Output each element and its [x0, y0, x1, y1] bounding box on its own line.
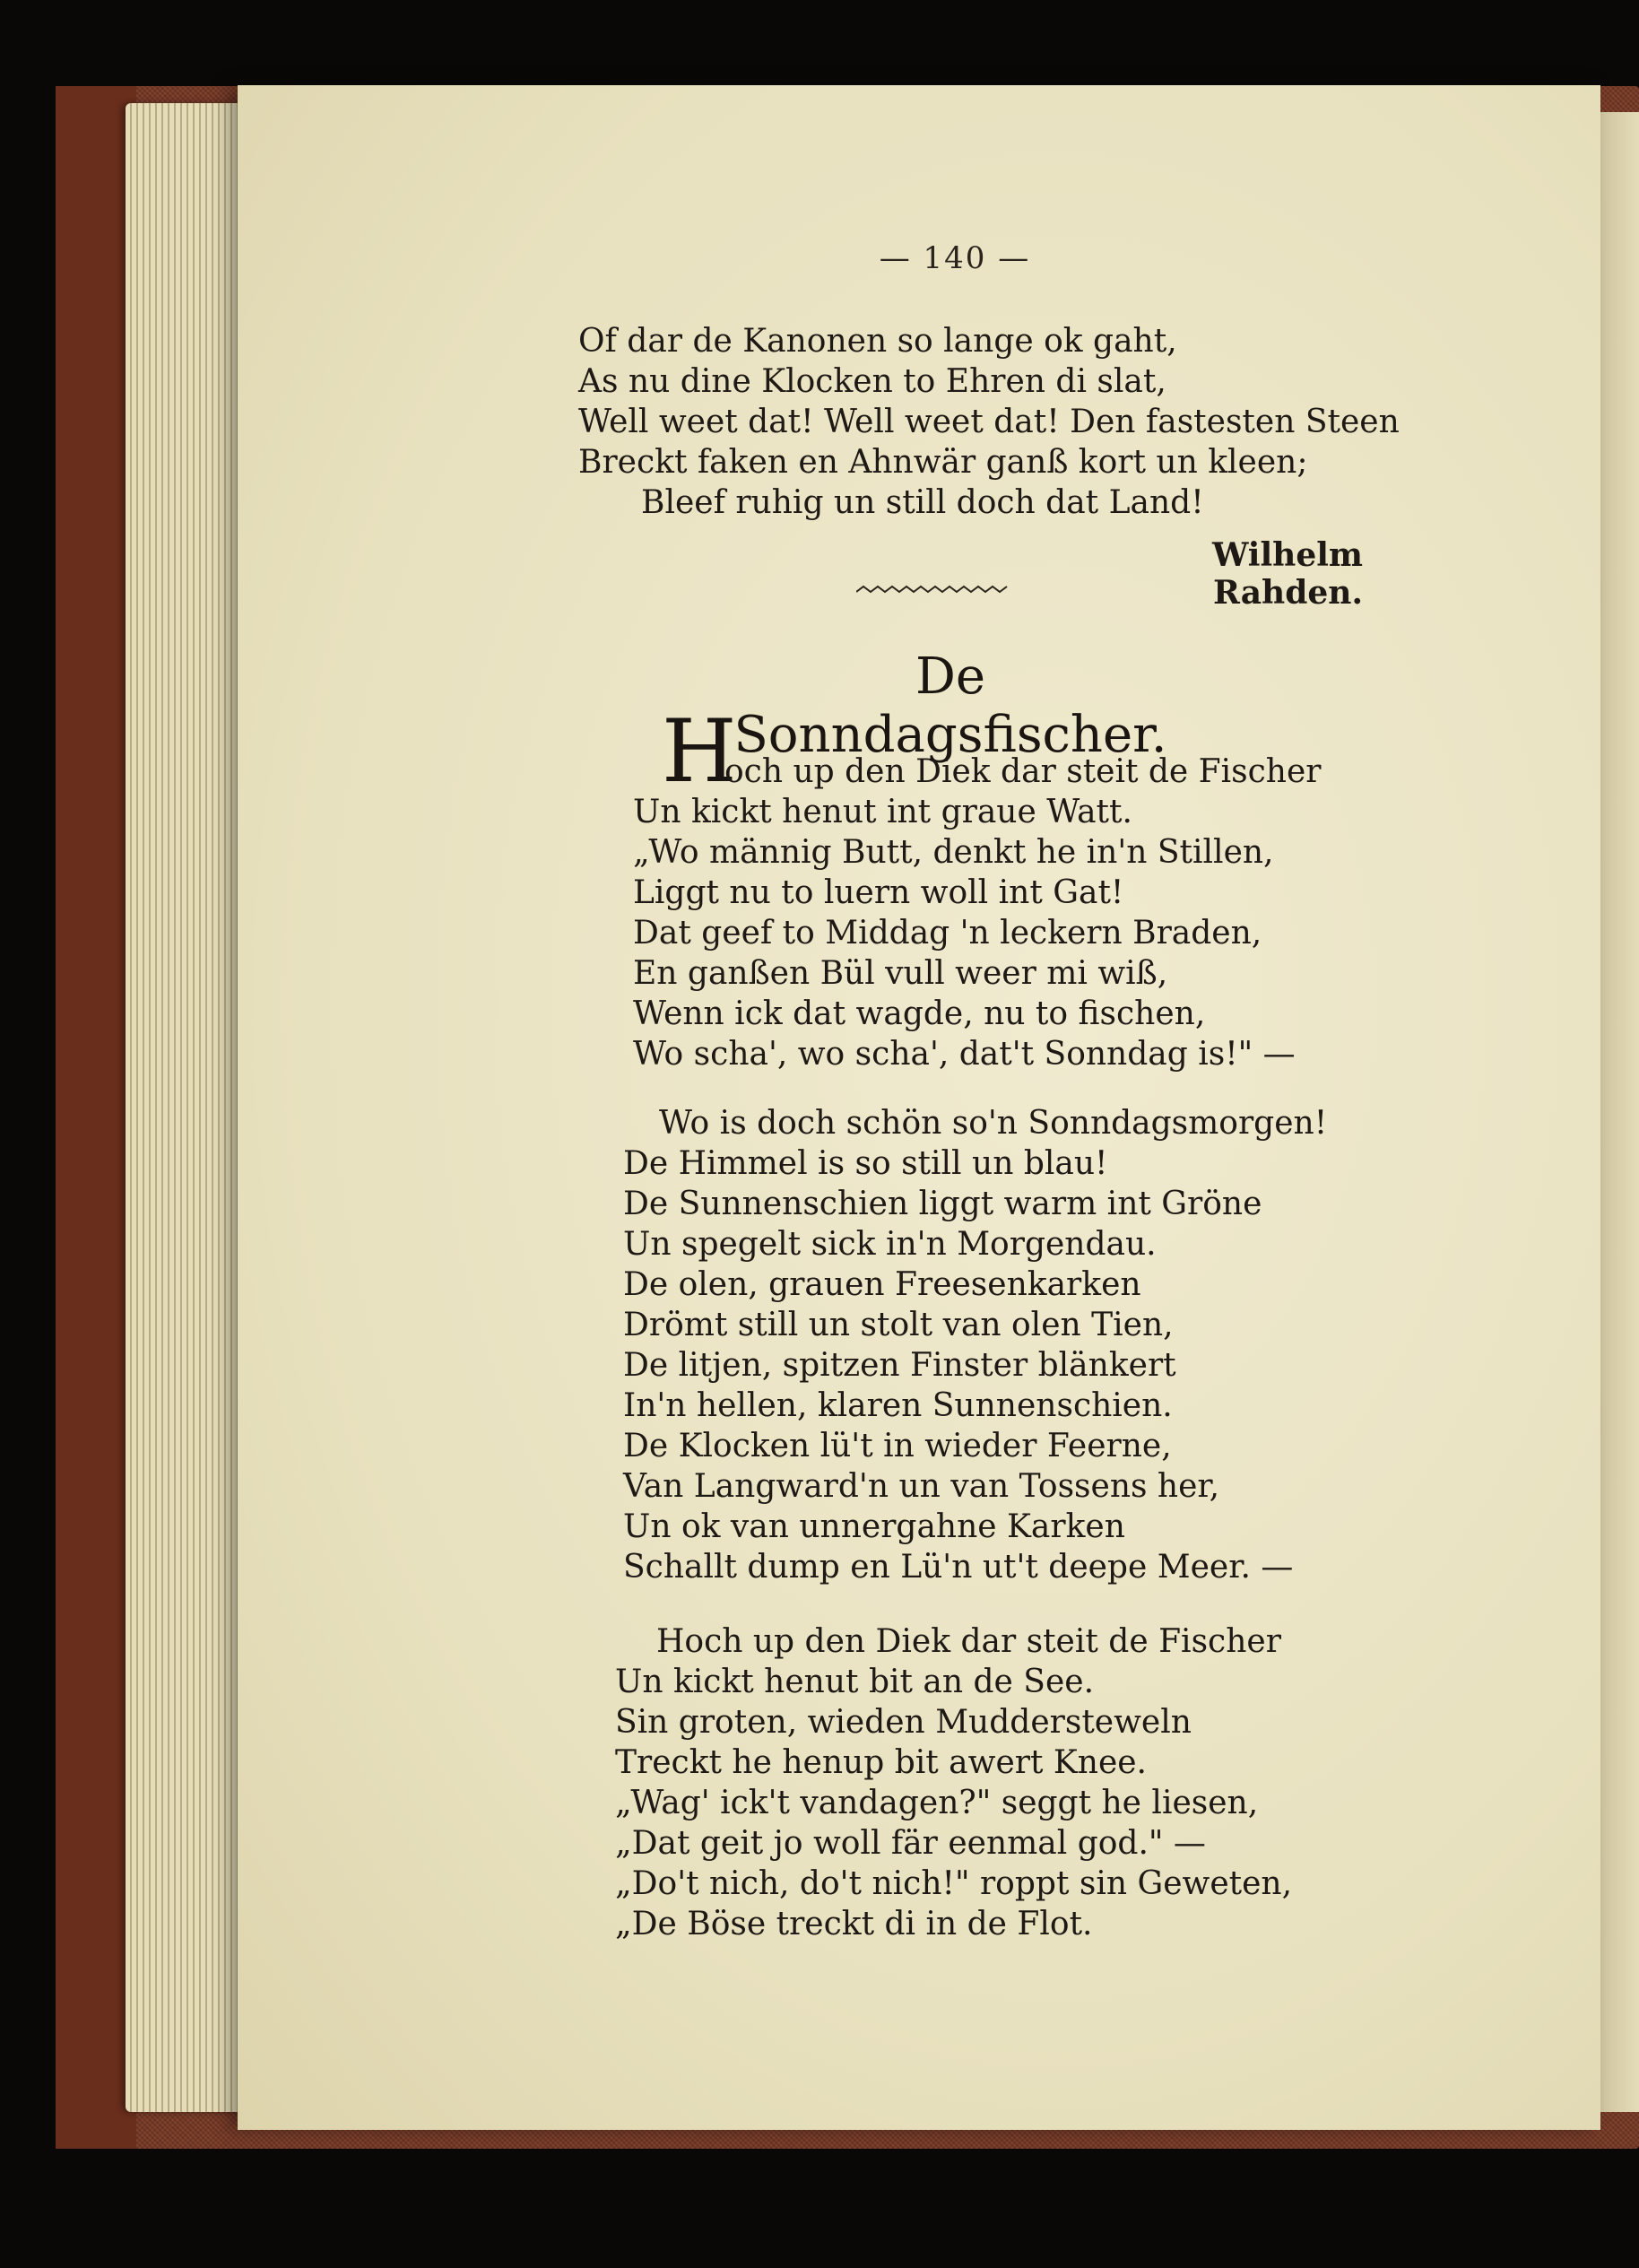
verse-line: „Do't nich, do't nich!" roppt sin Geweten, [615, 1865, 1293, 1902]
verse-line: Liggt nu to luern woll int Gat! [633, 874, 1124, 911]
verse-line: Sin groten, wieden Muddersteweln [615, 1704, 1192, 1741]
verse-line: Of dar de Kanonen so lange ok gaht, [578, 323, 1177, 360]
verse-line: Breckt faken en Ahnwär ganß kort un kleen; [578, 444, 1308, 481]
verse-line: Drömt still un stolt van olen Tien, [623, 1307, 1174, 1343]
verse-line: Hoch up den Diek dar steit de Fischer [656, 1623, 1281, 1660]
verse-line: Wo scha', wo scha', dat't Sonndag is!" — [633, 1036, 1296, 1073]
verse-line: Un kickt henut bit an de See. [615, 1664, 1095, 1700]
verse-line: Van Langward'n un van Tossens her, [623, 1468, 1220, 1505]
verse-line: „De Böse treckt di in de Flot. [615, 1906, 1093, 1942]
drop-cap: H [662, 701, 737, 802]
poem-title: De Sonndagsfischer. [733, 647, 1167, 764]
verse-line: In'n hellen, klaren Sunnenschien. [623, 1387, 1173, 1424]
verse-line: Bleef ruhig un still doch dat Land! [641, 484, 1204, 521]
verse-line: De litjen, spitzen Finster blänkert [623, 1347, 1176, 1384]
verse-line: Dat geef to Middag 'n leckern Braden, [633, 915, 1262, 952]
verse-line: De Klocken lü't in wieder Feerne, [623, 1428, 1172, 1464]
verse-line: Well weet dat! Well weet dat! Den fastesten Steen [578, 404, 1400, 440]
author-signature: Wilhelm Rahden. [1212, 536, 1363, 612]
verse-line: En ganßen Bül vull weer mi wiß, [633, 955, 1168, 992]
verse-line: De olen, grauen Freesenkarken [623, 1266, 1141, 1303]
page-number: — 140 — [879, 240, 1031, 276]
verse-line: och up den Diek dar steit de Fischer [724, 753, 1322, 790]
verse-line: „Dat geit jo woll fär eenmal god." — [615, 1825, 1206, 1862]
facing-page-edge [1598, 112, 1639, 2112]
verse-line: De Sunnenschien liggt warm int Gröne [623, 1186, 1262, 1222]
verse-line: Wenn ick dat wagde, nu to fischen, [633, 995, 1206, 1032]
verse-line: „Wo männig Butt, denkt he in'n Stillen, [633, 834, 1274, 871]
verse-line: „Wag' ick't vandagen?" seggt he liesen, [615, 1785, 1259, 1821]
ornamental-divider [856, 583, 1009, 601]
verse-line: Un spegelt sick in'n Morgendau. [623, 1226, 1157, 1263]
verse-line: Wo is doch schön so'n Sonndagsmorgen! [659, 1105, 1328, 1142]
verse-line: De Himmel is so still un blau! [623, 1145, 1108, 1182]
book-spine [56, 86, 136, 2149]
verse-line: Un kickt henut int graue Watt. [633, 794, 1132, 830]
verse-line: Treckt he henup bit awert Knee. [615, 1744, 1147, 1781]
verse-line: As nu dine Klocken to Ehren di slat, [578, 363, 1166, 400]
verse-line: Schallt dump en Lü'n ut't deepe Meer. — [623, 1549, 1294, 1586]
verse-line: Un ok van unnergahne Karken [623, 1508, 1125, 1545]
